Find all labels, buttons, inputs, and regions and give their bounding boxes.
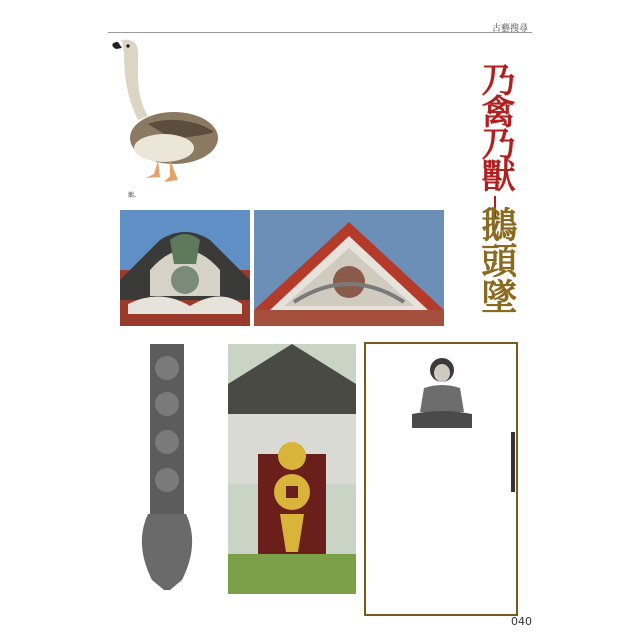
photo-goose-head-ornament-right (254, 210, 444, 326)
profile-side-tab (511, 432, 515, 492)
page-title: 乃禽乃獸 (475, 62, 515, 190)
author-photo (406, 352, 478, 434)
page-subtitle: 鵝頭墜 (475, 206, 518, 314)
goose-image (108, 36, 218, 186)
body-text (224, 80, 474, 208)
author-profile-box (364, 342, 518, 616)
author-bio-1 (488, 440, 512, 608)
author-bio-3 (406, 440, 424, 608)
section-header: 古藝搜尋 (491, 24, 528, 34)
photo-goose-head-ornament-left (120, 210, 250, 326)
author-bio-2 (426, 440, 484, 608)
photo-hanging-ornament (228, 344, 356, 594)
page-number: 040 (511, 615, 532, 628)
photo-carved-column (134, 344, 200, 594)
author-bio-4 (372, 440, 402, 608)
goose-caption: 鵝。 (128, 192, 141, 199)
header-rule (108, 32, 532, 33)
